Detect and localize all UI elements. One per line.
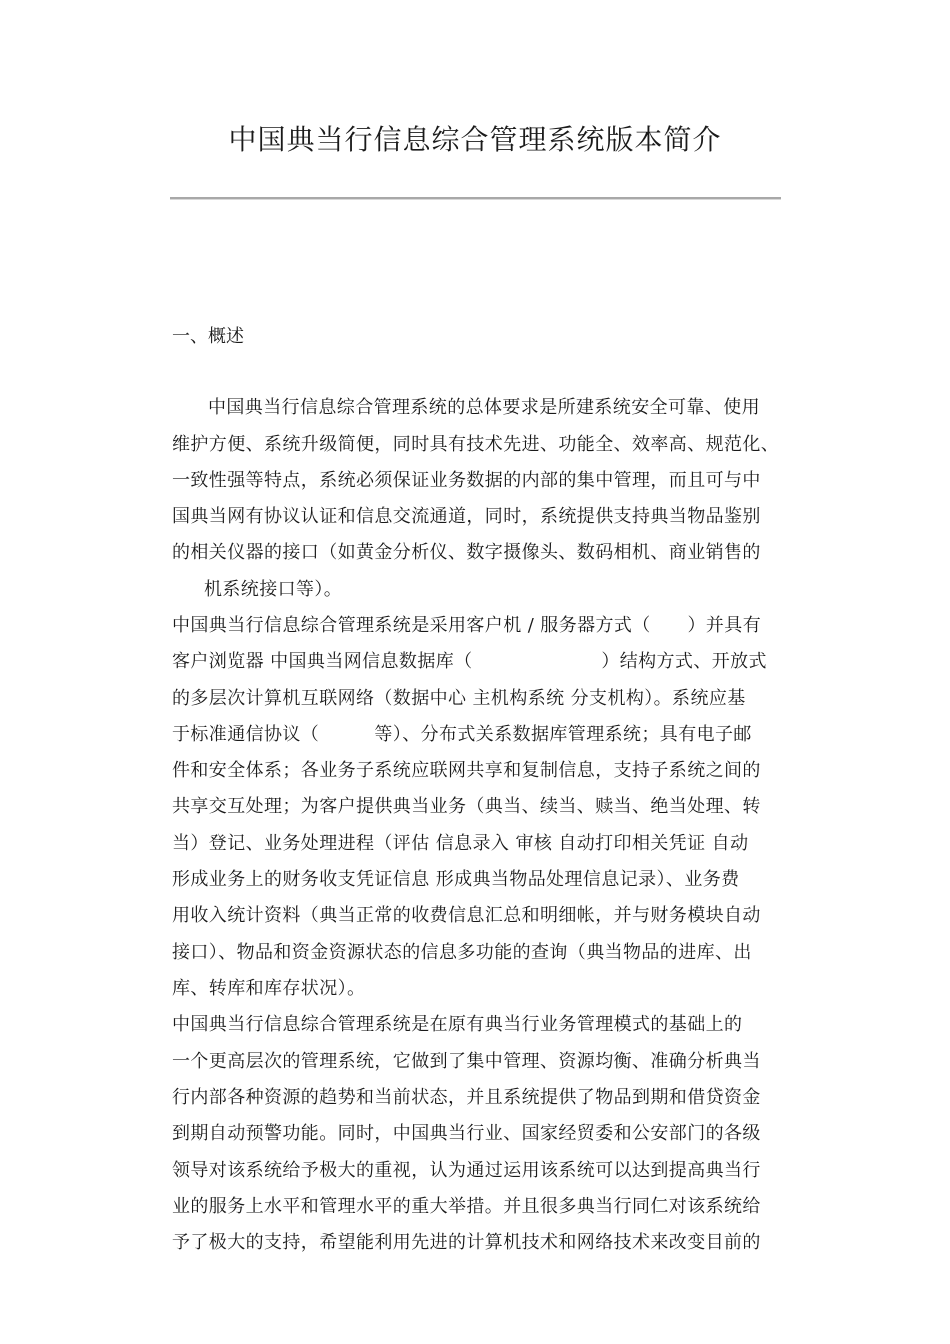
paragraph-line: 到期自动预警功能。同时，中国典当行业、国家经贸委和公安部门的各级 <box>172 1123 761 1144</box>
paragraph-line: 中国典当行信息综合管理系统的总体要求是所建系统安全可靠、使用 <box>208 397 760 418</box>
paragraph-line: 客户浏览器 中国典当网信息数据库（ ）结构方式、开放式 <box>172 651 767 672</box>
paragraph-line: 国典当网有协议认证和信息交流通道，同时，系统提供支持典当物品鉴别 <box>172 506 761 527</box>
paragraph-line: 一个更高层次的管理系统，它做到了集中管理、资源均衡、准确分析典当 <box>172 1051 761 1072</box>
paragraph-line: 共享交互处理；为客户提供典当业务（典当、续当、赎当、绝当处理、转 <box>172 796 761 817</box>
paragraph-line: 接口）、物品和资金资源状态的信息多功能的查询（典当物品的进库、出 <box>172 942 752 963</box>
paragraph-line: 中国典当行信息综合管理系统是在原有典当行业务管理模式的基础上的 <box>172 1014 743 1035</box>
paragraph-line: 当）登记、业务处理进程（评估 信息录入 审核 自动打印相关凭证 自动 <box>172 833 749 854</box>
paragraph-line: 于标准通信协议（ 等）、分布式关系数据库管理系统；具有电子邮 <box>172 724 752 745</box>
paragraph-line: 库、转库和库存状况）。 <box>172 978 366 999</box>
paragraph-line: 的多层次计算机互联网络（数据中心 主机构系统 分支机构）。系统应基 <box>172 688 746 709</box>
paragraph-line: 维护方便、系统升级简便，同时具有技术先进、功能全、效率高、规范化、 <box>172 434 780 455</box>
paragraph-line: 中国典当行信息综合管理系统是采用客户机 / 服务器方式（ ）并具有 <box>172 615 762 636</box>
paragraph-line: 件和安全体系；各业务子系统应联网共享和复制信息，支持子系统之间的 <box>172 760 761 781</box>
section-heading: 一、概述 <box>172 326 244 347</box>
paragraph-line: 的相关仪器的接口（如黄金分析仪、数字摄像头、数码相机、商业销售的 <box>172 542 761 563</box>
paragraph-line: 行内部各种资源的趋势和当前状态，并且系统提供了物品到期和借贷资金 <box>172 1087 761 1108</box>
paragraph-line: 业的服务上水平和管理水平的重大举措。并且很多典当行同仁对该系统给 <box>172 1196 761 1217</box>
paragraph-line: 予了极大的支持，希望能利用先进的计算机技术和网络技术来改变目前的 <box>172 1232 761 1253</box>
title-divider <box>170 197 781 200</box>
paragraph-line: 领导对该系统给予极大的重视，认为通过运用该系统可以达到提高典当行 <box>172 1160 761 1181</box>
paragraph-line: 一致性强等特点，系统必须保证业务数据的内部的集中管理，而且可与中 <box>172 470 761 491</box>
paragraph-line: 用收入统计资料（典当正常的收费信息汇总和明细帐，并与财务模块自动 <box>172 905 761 926</box>
paragraph-line: 机系统接口等）。 <box>204 579 343 600</box>
paragraph-line: 形成业务上的财务收支凭证信息 形成典当物品处理信息记录）、业务费 <box>172 869 740 890</box>
document-title: 中国典当行信息综合管理系统版本简介 <box>228 123 722 156</box>
